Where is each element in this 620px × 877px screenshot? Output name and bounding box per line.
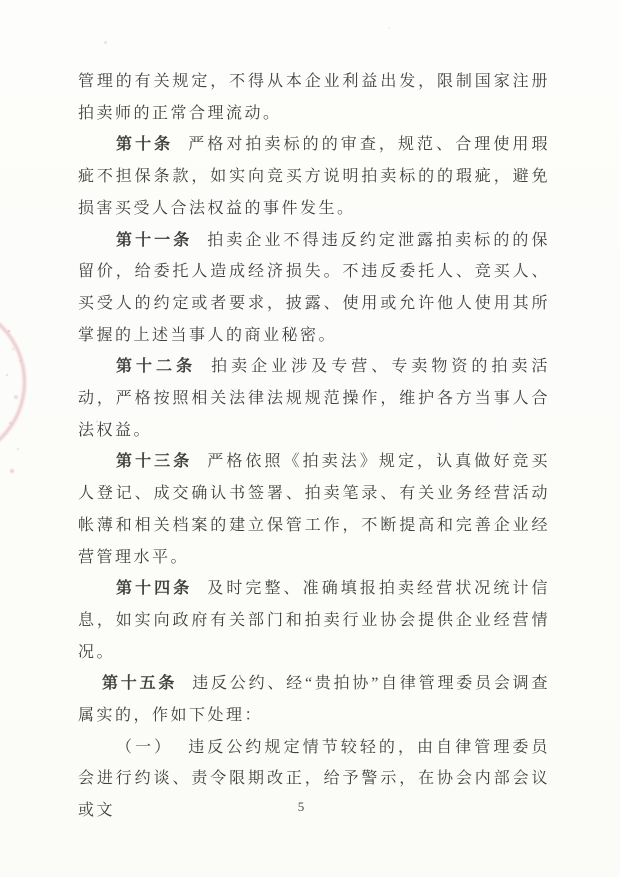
document-body bbox=[78, 66, 550, 827]
red-seal-speckles bbox=[8, 330, 10, 332]
article-number: 第十二条 bbox=[116, 358, 197, 376]
doc-paragraph-continuation bbox=[78, 66, 550, 129]
paragraph-text: 管理的有关规定，不得从本企业利益出发，限制国家注册拍卖师的正常合理流动。 bbox=[78, 73, 550, 122]
paragraph-text: 严格依照《拍卖法》规定，认真做好竞买人登记、成交确认书签署、拍卖笔录、有关业务经营活动帐薄和相关档案的建立保管工作，不断提高和完善企业经营管理水平。 bbox=[78, 453, 550, 566]
article-number: 第十条 bbox=[116, 136, 174, 154]
doc-paragraph-article-14 bbox=[78, 573, 550, 668]
paragraph-text: 违反公约规定情节较轻的，由自律管理委员会进行约谈、责令限期改正，给予警示，在协会内部会议或文 bbox=[78, 738, 550, 820]
scan-noise-speck bbox=[104, 41, 107, 44]
article-number: 第十五条 bbox=[102, 675, 178, 693]
article-number: 第十一条 bbox=[116, 231, 193, 249]
paragraph-text: 及时完整、准确填报拍卖经营状况统计信息，如实向政府有关部门和拍卖行业协会提供企业经营情况。 bbox=[78, 580, 550, 661]
paragraph-text: 严格对拍卖标的的审查，规范、合理使用瑕疵不担保条款，如实向竞买方说明拍卖标的的瑕疵，避免损害买受人合法权益的事件发生。 bbox=[78, 136, 550, 217]
paragraph-text: 拍卖企业涉及专营、专卖物资的拍卖活动，严格按照相关法律法规规范操作，维护各方当事人合法权益。 bbox=[78, 358, 550, 439]
article-number: 第十三条 bbox=[116, 453, 193, 471]
doc-paragraph-article-15 bbox=[78, 668, 550, 731]
paragraph-text: 拍卖企业不得违反约定泄露拍卖标的的保留价，给委托人造成经济损失。不违反委托人、竞买人、买受人的约定或者要求，披露、使用或允许他人使用其所掌握的上述当事人的商业秘密。 bbox=[78, 231, 550, 344]
page-number: 5 bbox=[297, 799, 305, 814]
list-item-number: （一） bbox=[116, 738, 174, 756]
scan-noise-speck bbox=[388, 27, 390, 29]
paragraph-text: 违反公约、经“贵拍协”自律管理委员会调查属实的，作如下处理： bbox=[78, 675, 550, 725]
red-seal-icon bbox=[0, 302, 26, 462]
doc-paragraph-article-11 bbox=[78, 225, 550, 352]
doc-paragraph-article-13 bbox=[78, 446, 550, 573]
doc-paragraph-article-12 bbox=[78, 351, 550, 446]
doc-paragraph-article-10 bbox=[78, 129, 550, 224]
article-number: 第十四条 bbox=[116, 580, 193, 598]
